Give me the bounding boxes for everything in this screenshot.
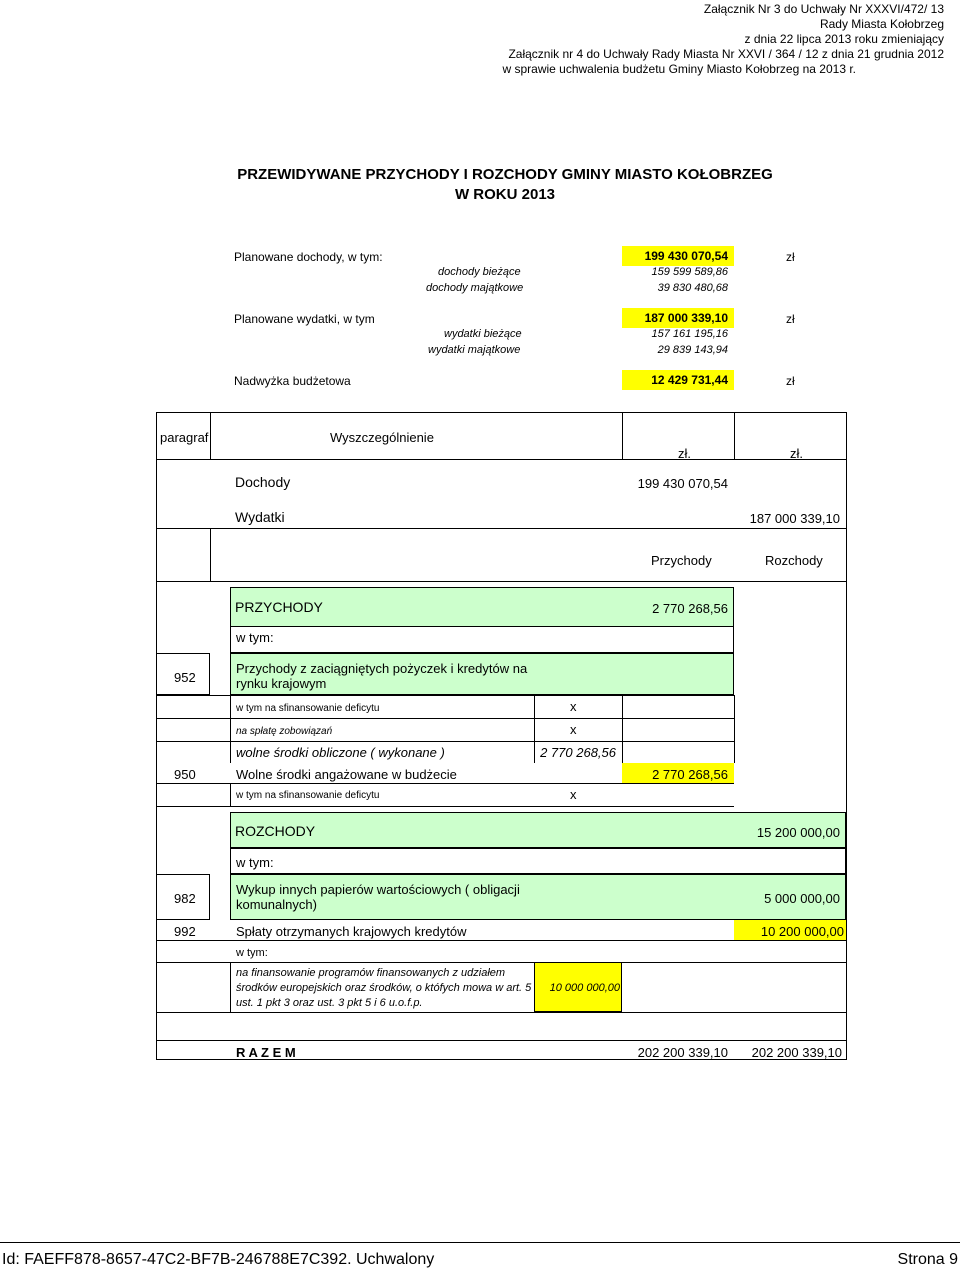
property-expenses-value: 29 839 143,94 [657,344,728,356]
eu-value: 10 000 000,00 [549,982,620,994]
p982-text-2: komunalnych) [236,897,317,912]
p992-text: Spłaty otrzymanych krajowych kredytów [236,924,467,939]
p950-value: 2 770 268,56 [652,767,728,782]
deficit-x-1: x [570,699,577,714]
current-income-label: dochody bieżące [438,266,521,278]
obligations-x: x [570,722,577,737]
expenses-value: 187 000 339,10 [644,311,728,325]
expenses-unit: zł [786,312,795,326]
p992-w-tym: w tym: [236,947,268,959]
header-line-1: Załącznik Nr 3 do Uchwały Nr XXXVI/472/ 13 [703,2,944,16]
wydatki-value: 187 000 339,10 [749,511,840,526]
paragraf-952: 952 [174,670,196,685]
p982-value: 5 000 000,00 [764,891,840,906]
current-expenses-label: wydatki bieżące [444,328,522,340]
current-expenses-value: 157 161 195,16 [651,328,728,340]
eu-text-3: ust. 1 pkt 3 oraz ust. 3 pkt 5 i 6 u.o.f.p. [236,997,423,1009]
property-income-value: 39 830 480,68 [657,282,728,294]
col-description: Wyszczególnienie [330,430,434,445]
wydatki-label: Wydatki [235,509,285,525]
property-expenses-label: wydatki majątkowe [428,344,521,356]
razem-rozchody: 202 200 339,10 [751,1045,842,1060]
surplus-value: 12 429 731,44 [651,373,728,387]
col-unit-rozchody: zł. [790,446,803,461]
header-line-2: Rady Miasta Kołobrzeg [819,17,944,31]
current-income-value: 159 599 589,86 [651,266,728,278]
property-income-label: dochody majątkowe [426,282,524,294]
free-funds-text: wolne środki obliczone ( wykonane ) [236,745,445,760]
p982-text-1: Wykup innych papierów wartościowych ( obligacji [236,882,520,897]
przychody-label: PRZYCHODY [235,599,323,615]
income-unit: zł [786,250,795,264]
przychody-column-head: Przychody [651,553,712,568]
header-line-5: w sprawie uchwalenia budżetu Gminy Miasto Kołobrzeg na 2013 r. [502,62,856,76]
deficit-x-2: x [570,787,577,802]
income-value: 199 430 070,54 [644,249,728,263]
deficit-text-1: w tym na sfinansowanie deficytu [236,703,380,714]
col-unit-przychody: zł. [678,446,691,461]
razem-label: R A Z E M [236,1045,296,1060]
header-line-3: z dnia 22 lipca 2013 roku zmieniający [744,32,944,46]
income-label: Planowane dochody, w tym: [234,250,383,264]
rozchody-w-tym: w tym: [236,855,274,870]
p992-value: 10 200 000,00 [760,924,844,939]
page-subtitle: W ROKU 2013 [454,186,556,203]
col-paragraf: paragraf [160,430,209,445]
surplus-unit: zł [786,374,795,388]
footer-divider [0,1242,960,1243]
dochody-label: Dochody [235,474,291,490]
footer-document-id: Id: FAEFF878-8657-47C2-BF7B-246788E7C392. Uchwalony [2,1251,435,1268]
footer-page-number: Strona 9 [897,1251,958,1268]
obligations-text: na spłatę zobowiązań [236,726,333,737]
p950-text: Wolne środki angażowane w budżecie [236,767,457,782]
rozchody-column-head: Rozchody [765,553,823,568]
paragraf-982: 982 [174,891,196,906]
dochody-value: 199 430 070,54 [637,476,728,491]
przychody-value: 2 770 268,56 [652,601,728,616]
surplus-label: Nadwyżka budżetowa [234,374,351,388]
rozchody-label: ROZCHODY [235,823,316,839]
rozchody-value: 15 200 000,00 [756,825,840,840]
eu-text-1: na finansowanie programów finansowanych z udziałem [236,967,506,979]
page-title: PRZEWIDYWANE PRZYCHODY I ROZCHODY GMINY MIASTO KOŁOBRZEG [237,166,773,183]
p952-text-2: rynku krajowym [236,676,327,691]
paragraf-992: 992 [174,924,196,939]
p952-text-1: Przychody z zaciągniętych pożyczek i kredytów na [236,661,528,676]
header-line-4: Załącznik nr 4 do Uchwały Rady Miasta Nr XXVI / 364 / 12 z dnia 21 grudnia 2012 [508,47,944,61]
free-funds-value: 2 770 268,56 [540,745,616,760]
razem-przychody: 202 200 339,10 [637,1045,728,1060]
expenses-label: Planowane wydatki, w tym [234,312,375,326]
deficit-text-2: w tym na sfinansowanie deficytu [236,790,380,801]
przychody-w-tym: w tym: [236,630,274,645]
eu-text-2: środków europejskich oraz środków, o któfych mowa w art. 5 [236,982,532,994]
paragraf-950: 950 [174,767,196,782]
